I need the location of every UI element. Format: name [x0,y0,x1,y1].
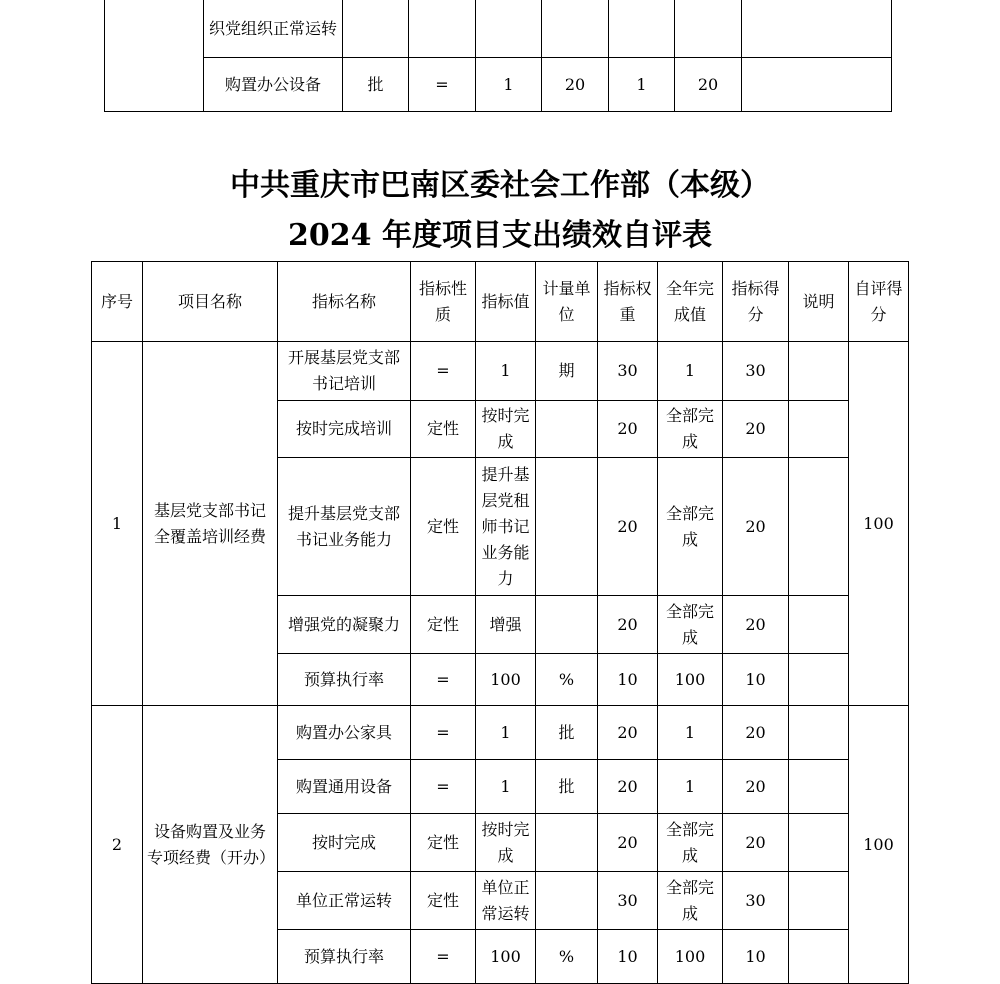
note-cell [789,930,849,984]
project-name-cell: 设备购置及业务专项经费（开办） [143,706,278,984]
header-row [92,262,909,342]
completed-cell: 全部完成 [658,872,723,930]
nature-cell: = [411,342,476,401]
score-cell: 10 [723,654,789,706]
note-cell [789,401,849,458]
weight-cell: 30 [598,872,658,930]
weight-cell: 20 [598,458,658,596]
indicator-cell: 预算执行率 [278,930,411,984]
weight-cell: 20 [598,401,658,458]
self-score-cell: 100 [849,706,909,984]
weight-cell: 20 [542,58,609,112]
score-cell: 20 [723,401,789,458]
unit-cell: 期 [536,342,598,401]
nature-cell: 定性 [411,401,476,458]
prev-project-cell [105,0,204,112]
indicator-cell: 购置办公设备 [204,58,343,112]
value-cell: 按时完成 [476,401,536,458]
header-weight: 指标权重 [598,262,658,342]
weight-cell: 20 [598,596,658,654]
nature-cell: 定性 [411,458,476,596]
indicator-cell: 按时完成培训 [278,401,411,458]
seq-cell: 1 [92,342,143,706]
value-cell: 提升基层党租师书记业务能力 [476,458,536,596]
indicator-cell: 购置办公家具 [278,706,411,760]
indicator-cell: 织党组织正常运转 [204,0,343,58]
note-cell [789,596,849,654]
score-cell: 20 [723,596,789,654]
unit-cell: 批 [536,760,598,814]
nature-cell: 定性 [411,596,476,654]
weight-cell: 20 [598,814,658,872]
value-cell: 按时完成 [476,814,536,872]
indicator-cell: 购置通用设备 [278,760,411,814]
self-score-cell: 100 [849,342,909,706]
completed-cell: 100 [658,654,723,706]
indicator-cell: 按时完成 [278,814,411,872]
table-row [105,0,892,58]
note-cell [789,458,849,596]
indicator-cell: 单位正常运转 [278,872,411,930]
weight-cell: 20 [598,760,658,814]
header-value: 指标值 [476,262,536,342]
completed-cell: 100 [658,930,723,984]
value-cell: 单位正常运转 [476,872,536,930]
unit-cell [536,458,598,596]
score-cell: 20 [675,58,742,112]
value-cell: 增强 [476,596,536,654]
unit-cell: 1 [476,58,542,112]
page-subtitle: 2024 年度项目支出绩效自评表 [288,218,712,253]
unit-cell: 批 [536,706,598,760]
completed-cell: 全部完成 [658,458,723,596]
nature-cell: 定性 [411,872,476,930]
previous-table [104,0,892,112]
header-nature: 指标性质 [411,262,476,342]
note-cell [789,654,849,706]
unit-cell: % [536,654,598,706]
score-cell: 20 [723,458,789,596]
unit-cell [536,872,598,930]
seq-cell: 2 [92,706,143,984]
value-cell: = [409,58,476,112]
value-cell: 100 [476,930,536,984]
header-seq: 序号 [92,262,143,342]
completed-cell: 全部完成 [658,814,723,872]
header-note: 说明 [789,262,849,342]
score-cell: 20 [723,760,789,814]
completed-cell: 全部完成 [658,401,723,458]
header-self-score: 自评得分 [849,262,909,342]
note-cell [789,342,849,401]
value-cell: 100 [476,654,536,706]
completed-cell: 全部完成 [658,596,723,654]
header-unit: 计量单位 [536,262,598,342]
value-cell: 1 [476,760,536,814]
nature-cell: = [411,930,476,984]
weight-cell: 30 [598,342,658,401]
indicator-cell: 预算执行率 [278,654,411,706]
header-project: 项目名称 [143,262,278,342]
indicator-cell: 开展基层党支部书记培训 [278,342,411,401]
score-cell: 30 [723,872,789,930]
unit-cell: % [536,930,598,984]
note-cell [789,706,849,760]
completed-cell: 1 [658,706,723,760]
note-cell [789,760,849,814]
weight-cell: 10 [598,654,658,706]
indicator-cell: 增强党的凝聚力 [278,596,411,654]
score-cell: 10 [723,930,789,984]
weight-cell: 10 [598,930,658,984]
page-title: 中共重庆市巴南区委社会工作部（本级） [230,168,770,203]
nature-cell: 定性 [411,814,476,872]
nature-cell: = [411,760,476,814]
weight-cell: 20 [598,706,658,760]
project-name-cell: 基层党支部书记全覆盖培训经费 [143,342,278,706]
value-cell: 1 [476,342,536,401]
unit-cell [536,401,598,458]
completed-cell: 1 [609,58,675,112]
score-cell: 30 [723,342,789,401]
note-cell [789,872,849,930]
nature-cell: = [411,706,476,760]
table-row [105,58,892,112]
completed-cell: 1 [658,342,723,401]
value-cell: 1 [476,706,536,760]
indicator-cell: 提升基层党支部书记业务能力 [278,458,411,596]
note-cell [789,814,849,872]
header-score: 指标得分 [723,262,789,342]
header-completed: 全年完成值 [658,262,723,342]
nature-cell: 批 [343,58,409,112]
table-row [92,342,909,401]
table-row [92,706,909,760]
completed-cell: 1 [658,760,723,814]
unit-cell [536,596,598,654]
note-cell [742,58,892,112]
nature-cell: = [411,654,476,706]
evaluation-table [91,261,909,984]
score-cell: 20 [723,706,789,760]
header-indicator: 指标名称 [278,262,411,342]
score-cell: 20 [723,814,789,872]
unit-cell [536,814,598,872]
